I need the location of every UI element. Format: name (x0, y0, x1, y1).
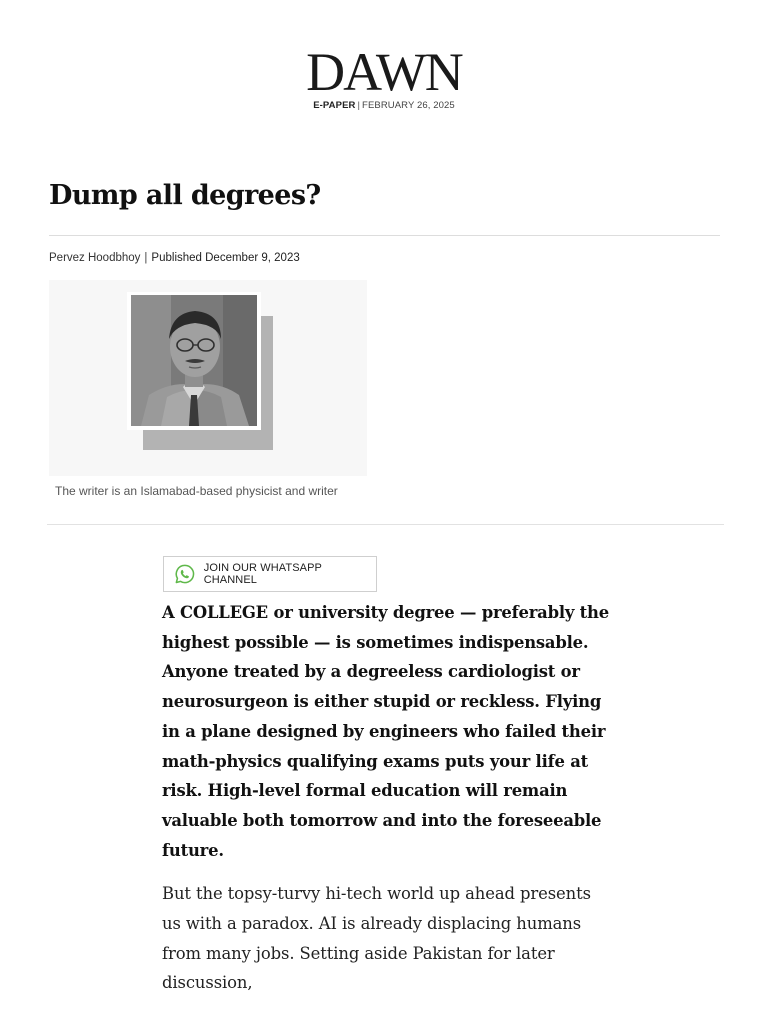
byline-separator: | (144, 252, 148, 264)
edition-line (0, 100, 768, 111)
published-date: Published December 9, 2023 (151, 252, 300, 264)
whatsapp-button-label: JOIN OUR WHATSAPP CHANNEL (203, 562, 322, 586)
article-paragraph: But the topsy-turvy hi-tech world up ahead presents us with a paradox. AI is already displacing humans from many jobs. Setting aside Pakistan for later discussion, (162, 884, 591, 993)
byline (49, 252, 300, 264)
article-body (162, 598, 612, 1012)
title-divider (49, 235, 720, 236)
author-portrait-icon (131, 295, 257, 426)
edition-date: FEBRUARY 26, 2025 (362, 100, 455, 111)
article-title: Dump all degrees? (49, 180, 321, 211)
edition-separator: | (357, 100, 361, 111)
author-image-panel (49, 280, 367, 476)
caption-divider (47, 524, 724, 525)
join-whatsapp-channel-button[interactable] (163, 556, 377, 592)
edition-label: E-PAPER (313, 100, 356, 111)
dawn-logo[interactable]: DAWN (306, 42, 462, 102)
image-caption: The writer is an Islamabad-based physicist and writer (55, 484, 338, 498)
article-lede-paragraph: A COLLEGE or university degree — preferably the highest possible — is sometimes indispensable. Anyone treated by a degreeless cardiologist or neurosurgeon is either stupid or reckless. Flying in a plane designed by engineers who failed their math-physics qualifying exams puts your life at risk. High-level formal education will remain valuable both tomorrow and into the foreseeable future. (162, 603, 610, 860)
author-name[interactable]: Pervez Hoodbhoy (49, 252, 141, 264)
whatsapp-icon (174, 563, 196, 585)
author-photo (131, 295, 257, 426)
masthead (0, 42, 768, 111)
